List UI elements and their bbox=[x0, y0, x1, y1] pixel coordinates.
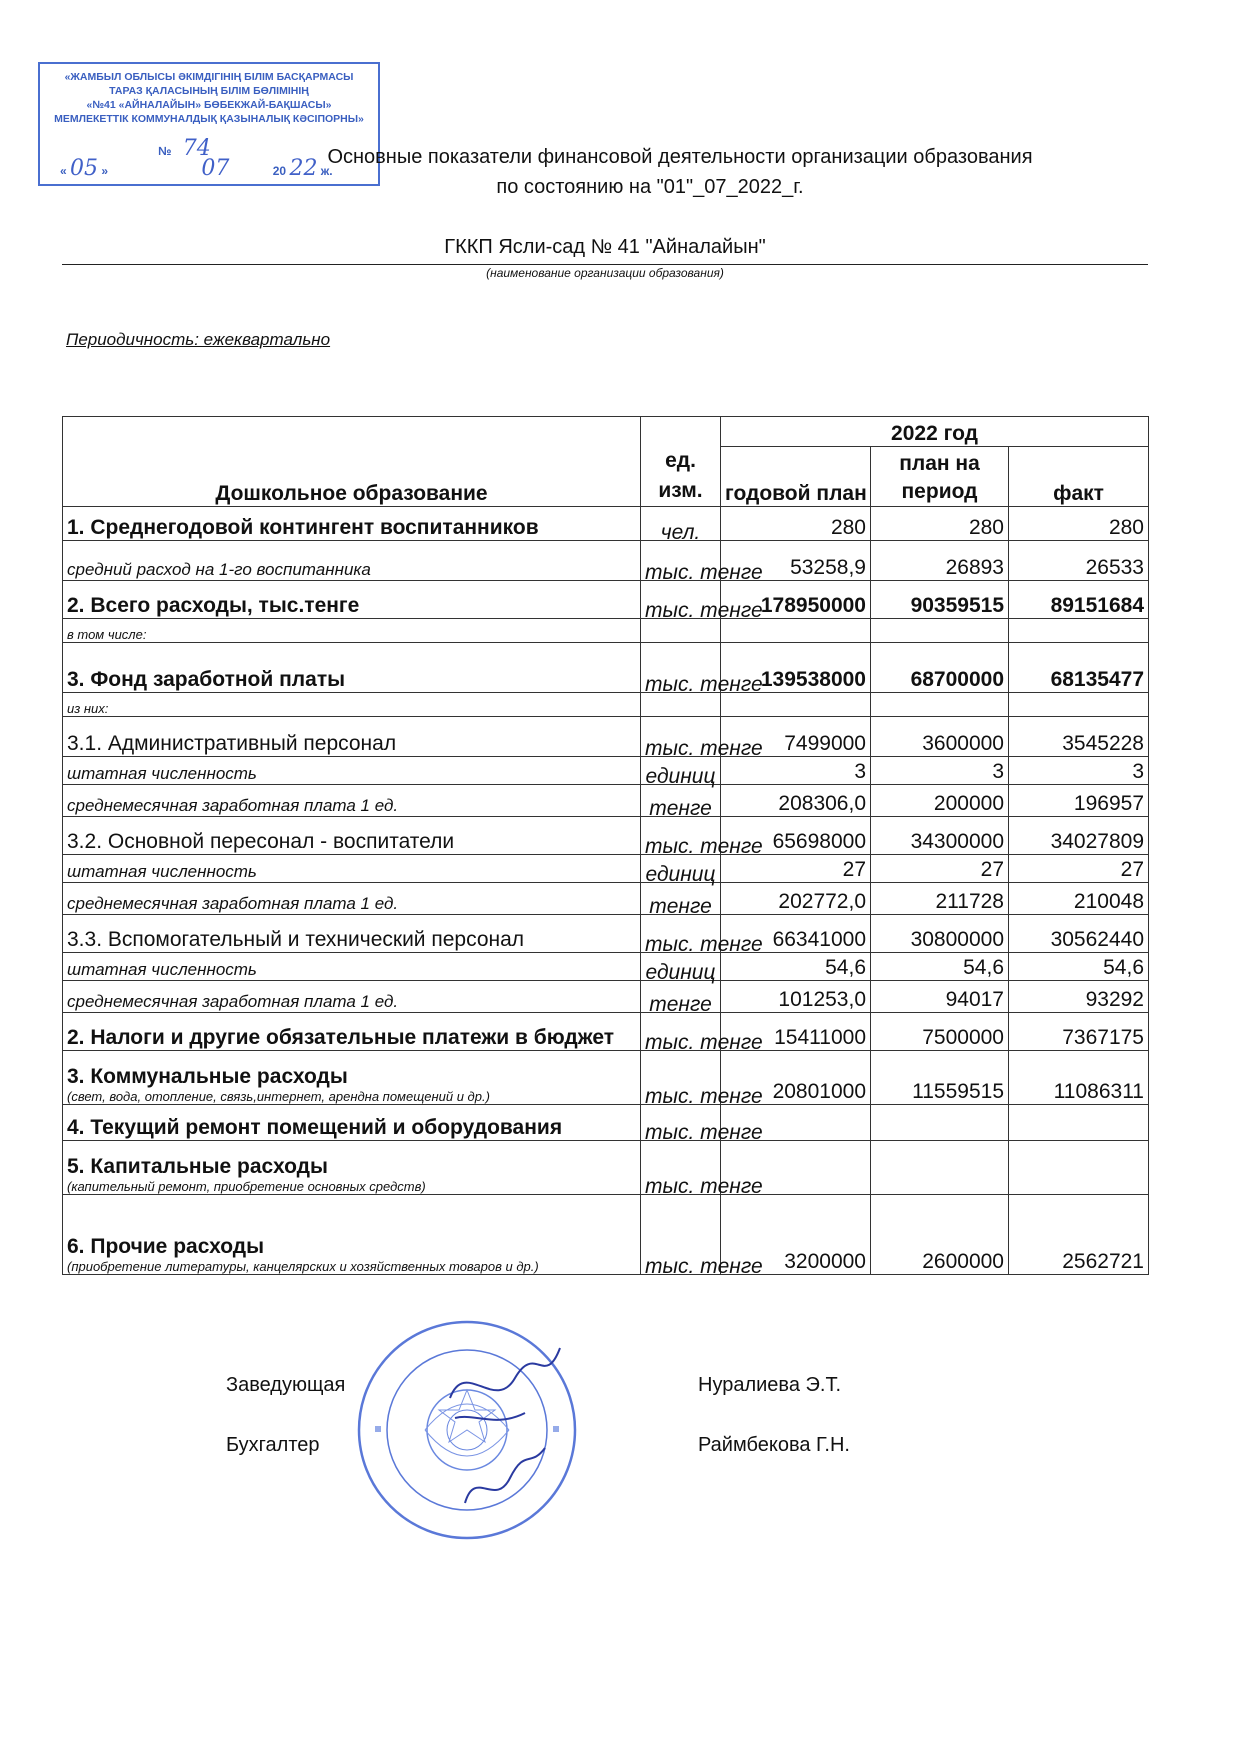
cell-plan: 66341000 bbox=[721, 915, 871, 953]
row-unit: тыс. тенге bbox=[641, 581, 721, 619]
row-label bbox=[63, 643, 641, 693]
stamp-line-2: ТАРАЗ ҚАЛАСЫНЫҢ БІЛІМ БӨЛІМІНІҢ bbox=[109, 85, 309, 97]
organization-underline bbox=[62, 264, 1148, 265]
row-label bbox=[63, 1105, 641, 1141]
row-label bbox=[63, 507, 641, 541]
row-label-text: 3. Коммунальные расходы bbox=[67, 1065, 348, 1088]
stamp-number-label: № bbox=[158, 144, 172, 158]
table-row bbox=[63, 1051, 1149, 1105]
cell-plan: 54,6 bbox=[721, 953, 871, 981]
row-unit: единиц bbox=[641, 855, 721, 883]
row-label-text: 3.1. Административный персонал bbox=[67, 732, 397, 755]
cell-plan: 27 bbox=[721, 855, 871, 883]
cell-fact: 2562721 bbox=[1009, 1195, 1149, 1275]
stamp-year-suffix: ж. bbox=[320, 164, 333, 178]
cell-fact: 30562440 bbox=[1009, 915, 1149, 953]
row-label-text: штатная численность bbox=[67, 862, 257, 881]
header-unit: ед. изм. bbox=[641, 417, 721, 507]
stamp-year-prefix: 20 bbox=[272, 164, 287, 178]
cell-fact: 3 bbox=[1009, 757, 1149, 785]
cell-period bbox=[871, 619, 1009, 643]
registration-stamp: «ЖАМБЫЛ ОБЛЫСЫ ӘКІМДІГІНІҢ БІЛІМ БАСҚАРМАСЫ ТАРАЗ ҚАЛАСЫНЫҢ БІЛІМ БӨЛІМІНІҢ «№41 «АЙНАЛАЙЫН» БӨБЕКЖАЙ-БАҚШАСЫ» МЕМЛЕКЕТТІК КОММУНАЛДЫҚ ҚАЗЫНАЛЫҚ КӘСІПОРНЫ» № 74 « 05 » 07 20 22 ж. bbox=[38, 62, 380, 186]
row-label-text: 2. Всего расходы, тыс.тенге bbox=[67, 594, 360, 617]
row-unit: тыс. тенге bbox=[641, 915, 721, 953]
header-period-plan: план на период bbox=[871, 447, 1009, 507]
row-label bbox=[63, 883, 641, 915]
header-year: 2022 год bbox=[721, 417, 1149, 447]
row-unit: тенге bbox=[641, 883, 721, 915]
row-label bbox=[63, 915, 641, 953]
cell-period: 54,6 bbox=[871, 953, 1009, 981]
row-label bbox=[63, 619, 641, 643]
cell-fact: 27 bbox=[1009, 855, 1149, 883]
row-label-text: в том числе: bbox=[67, 627, 147, 642]
row-unit: тыс. тенге bbox=[641, 1195, 721, 1275]
cell-fact: 196957 bbox=[1009, 785, 1149, 817]
row-unit: тыс. тенге bbox=[641, 717, 721, 757]
cell-fact: 3545228 bbox=[1009, 717, 1149, 757]
row-unit: единиц bbox=[641, 757, 721, 785]
table-row bbox=[63, 817, 1149, 855]
cell-period bbox=[871, 1141, 1009, 1195]
table-row bbox=[63, 855, 1149, 883]
row-label-text: 3.2. Основной пересонал - воспитатели bbox=[67, 830, 455, 853]
periodicity: Периодичность: ежеквартально bbox=[66, 330, 331, 349]
table-row bbox=[63, 1105, 1149, 1141]
row-unit bbox=[641, 619, 721, 643]
row-unit: чел. bbox=[641, 507, 721, 541]
cell-plan: 20801000 bbox=[721, 1051, 871, 1105]
header-fact: факт bbox=[1009, 447, 1149, 507]
row-unit: тыс. тенге bbox=[641, 1013, 721, 1051]
table-row bbox=[63, 915, 1149, 953]
row-label bbox=[63, 693, 641, 717]
organization-caption: (наименование организации образования) bbox=[486, 266, 724, 280]
row-unit: тыс. тенге bbox=[641, 643, 721, 693]
cell-plan: 3200000 bbox=[721, 1195, 871, 1275]
row-label-text: 3. Фонд заработной платы bbox=[67, 668, 346, 691]
row-unit: тенге bbox=[641, 785, 721, 817]
head-title: Заведующая bbox=[226, 1374, 346, 1396]
stamp-line-4: МЕМЛЕКЕТТІК КОММУНАЛДЫҚ ҚАЗЫНАЛЫҚ КӘСІПОРНЫ» bbox=[54, 113, 364, 125]
row-label bbox=[63, 1195, 641, 1275]
cell-plan: 208306,0 bbox=[721, 785, 871, 817]
cell-period: 34300000 bbox=[871, 817, 1009, 855]
cell-period: 280 bbox=[871, 507, 1009, 541]
cell-period: 30800000 bbox=[871, 915, 1009, 953]
row-label-text: средний расход на 1-го воспитанника bbox=[67, 560, 371, 579]
cell-fact: 54,6 bbox=[1009, 953, 1149, 981]
table-row bbox=[63, 1141, 1149, 1195]
cell-fact: 68135477 bbox=[1009, 643, 1149, 693]
table-row bbox=[63, 581, 1149, 619]
row-label-text: штатная численность bbox=[67, 960, 257, 979]
head-name: Нуралиева Э.Т. bbox=[698, 1374, 841, 1396]
row-label bbox=[63, 981, 641, 1013]
row-label bbox=[63, 1141, 641, 1195]
organization-name: ГККП Ясли-сад № 41 "Айналайын" bbox=[444, 236, 766, 258]
row-label-text: 3.3. Вспомогательный и технический персонал bbox=[67, 928, 525, 951]
header-preschool: Дошкольное образование bbox=[63, 417, 641, 507]
stamp-month: 07 bbox=[201, 156, 230, 181]
row-unit: единиц bbox=[641, 953, 721, 981]
financial-indicators-table bbox=[62, 416, 1149, 1278]
cell-plan: 7499000 bbox=[721, 717, 871, 757]
table-row bbox=[63, 1013, 1149, 1051]
row-label-text: 6. Прочие расходы bbox=[67, 1235, 265, 1258]
cell-plan bbox=[721, 693, 871, 717]
stamp-year-value: 22 bbox=[289, 156, 318, 181]
cell-plan bbox=[721, 619, 871, 643]
stamp-number-value: 74 bbox=[182, 136, 211, 161]
cell-fact: 34027809 bbox=[1009, 817, 1149, 855]
accountant-name: Раймбекова Г.Н. bbox=[698, 1434, 850, 1456]
row-unit: тыс. тенге bbox=[641, 817, 721, 855]
accountant-title: Бухгалтер bbox=[226, 1434, 320, 1456]
cell-fact bbox=[1009, 619, 1149, 643]
cell-fact: 280 bbox=[1009, 507, 1149, 541]
header-annual-plan: годовой план bbox=[721, 447, 871, 507]
cell-fact: 26533 bbox=[1009, 541, 1149, 581]
row-label-text: 4. Текущий ремонт помещений и оборудования bbox=[67, 1116, 563, 1139]
row-label-note: (свет, вода, отопление, связь,интернет, арендна помещений и др.) bbox=[67, 1089, 490, 1104]
row-label bbox=[63, 541, 641, 581]
row-label-text: 2. Налоги и другие обязательные платежи в бюджет bbox=[67, 1026, 615, 1049]
cell-fact: 7367175 bbox=[1009, 1013, 1149, 1051]
row-label-text: среднемесячная заработная плата 1 ед. bbox=[67, 796, 399, 815]
cell-plan: 15411000 bbox=[721, 1013, 871, 1051]
cell-plan: 65698000 bbox=[721, 817, 871, 855]
cell-fact: 210048 bbox=[1009, 883, 1149, 915]
row-unit: тыс. тенге bbox=[641, 1141, 721, 1195]
row-label bbox=[63, 1013, 641, 1051]
stamp-line-3: «№41 «АЙНАЛАЙЫН» БӨБЕКЖАЙ-БАҚШАСЫ» bbox=[86, 99, 332, 111]
row-label bbox=[63, 855, 641, 883]
row-label bbox=[63, 717, 641, 757]
cell-fact: 89151684 bbox=[1009, 581, 1149, 619]
table-row bbox=[63, 785, 1149, 817]
table-row bbox=[63, 1195, 1149, 1275]
cell-period: 27 bbox=[871, 855, 1009, 883]
cell-period: 3 bbox=[871, 757, 1009, 785]
row-label bbox=[63, 757, 641, 785]
cell-plan: 139538000 bbox=[721, 643, 871, 693]
row-label-note: (капительный ремонт, приобретение основных средств) bbox=[67, 1179, 426, 1194]
cell-plan: 280 bbox=[721, 507, 871, 541]
row-label-text: штатная численность bbox=[67, 764, 257, 783]
row-unit bbox=[641, 693, 721, 717]
cell-period: 200000 bbox=[871, 785, 1009, 817]
table-row bbox=[63, 953, 1149, 981]
cell-fact: 93292 bbox=[1009, 981, 1149, 1013]
cell-period: 211728 bbox=[871, 883, 1009, 915]
cell-plan: 202772,0 bbox=[721, 883, 871, 915]
row-label bbox=[63, 953, 641, 981]
row-label-text: среднемесячная заработная плата 1 ед. bbox=[67, 992, 399, 1011]
row-label bbox=[63, 817, 641, 855]
cell-fact bbox=[1009, 1105, 1149, 1141]
cell-fact: 11086311 bbox=[1009, 1051, 1149, 1105]
cell-period: 2600000 bbox=[871, 1195, 1009, 1275]
row-label-text: из них: bbox=[67, 701, 109, 716]
row-unit: тыс. тенге bbox=[641, 541, 721, 581]
table-row bbox=[63, 507, 1149, 541]
table-row bbox=[63, 693, 1149, 717]
row-label-text: 5. Капитальные расходы bbox=[67, 1155, 328, 1178]
cell-plan: 178950000 bbox=[721, 581, 871, 619]
cell-plan: 101253,0 bbox=[721, 981, 871, 1013]
cell-plan: 53258,9 bbox=[721, 541, 871, 581]
table-row bbox=[63, 757, 1149, 785]
table-row bbox=[63, 541, 1149, 581]
cell-fact bbox=[1009, 1141, 1149, 1195]
cell-fact bbox=[1009, 693, 1149, 717]
round-seal bbox=[355, 1318, 580, 1543]
document-title-line-2: по состоянию на "01"_07_2022_г. bbox=[496, 176, 804, 198]
table-row bbox=[63, 643, 1149, 693]
row-label bbox=[63, 581, 641, 619]
stamp-day: 05 bbox=[70, 156, 99, 181]
cell-period: 94017 bbox=[871, 981, 1009, 1013]
row-label bbox=[63, 785, 641, 817]
cell-period bbox=[871, 693, 1009, 717]
cell-period: 7500000 bbox=[871, 1013, 1009, 1051]
row-unit: тыс. тенге bbox=[641, 1051, 721, 1105]
cell-period bbox=[871, 1105, 1009, 1141]
table-row bbox=[63, 883, 1149, 915]
row-label bbox=[63, 1051, 641, 1105]
row-label-note: (приобретение литературы, канцелярских и хозяйственных товаров и др.) bbox=[67, 1259, 539, 1274]
cell-period: 68700000 bbox=[871, 643, 1009, 693]
cell-plan: 3 bbox=[721, 757, 871, 785]
row-label-text: 1. Среднегодовой контингент воспитанников bbox=[67, 516, 539, 539]
cell-period: 26893 bbox=[871, 541, 1009, 581]
cell-period: 11559515 bbox=[871, 1051, 1009, 1105]
row-unit: тенге bbox=[641, 981, 721, 1013]
cell-period: 90359515 bbox=[871, 581, 1009, 619]
document-title-line-1: Основные показатели финансовой деятельности организации образования bbox=[327, 146, 1033, 168]
cell-period: 3600000 bbox=[871, 717, 1009, 757]
row-label-text: среднемесячная заработная плата 1 ед. bbox=[67, 894, 399, 913]
table-row bbox=[63, 619, 1149, 643]
stamp-line-1: «ЖАМБЫЛ ОБЛЫСЫ ӘКІМДІГІНІҢ БІЛІМ БАСҚАРМАСЫ bbox=[64, 71, 354, 83]
table-row bbox=[63, 717, 1149, 757]
row-unit: тыс. тенге bbox=[641, 1105, 721, 1141]
table-row bbox=[63, 981, 1149, 1013]
